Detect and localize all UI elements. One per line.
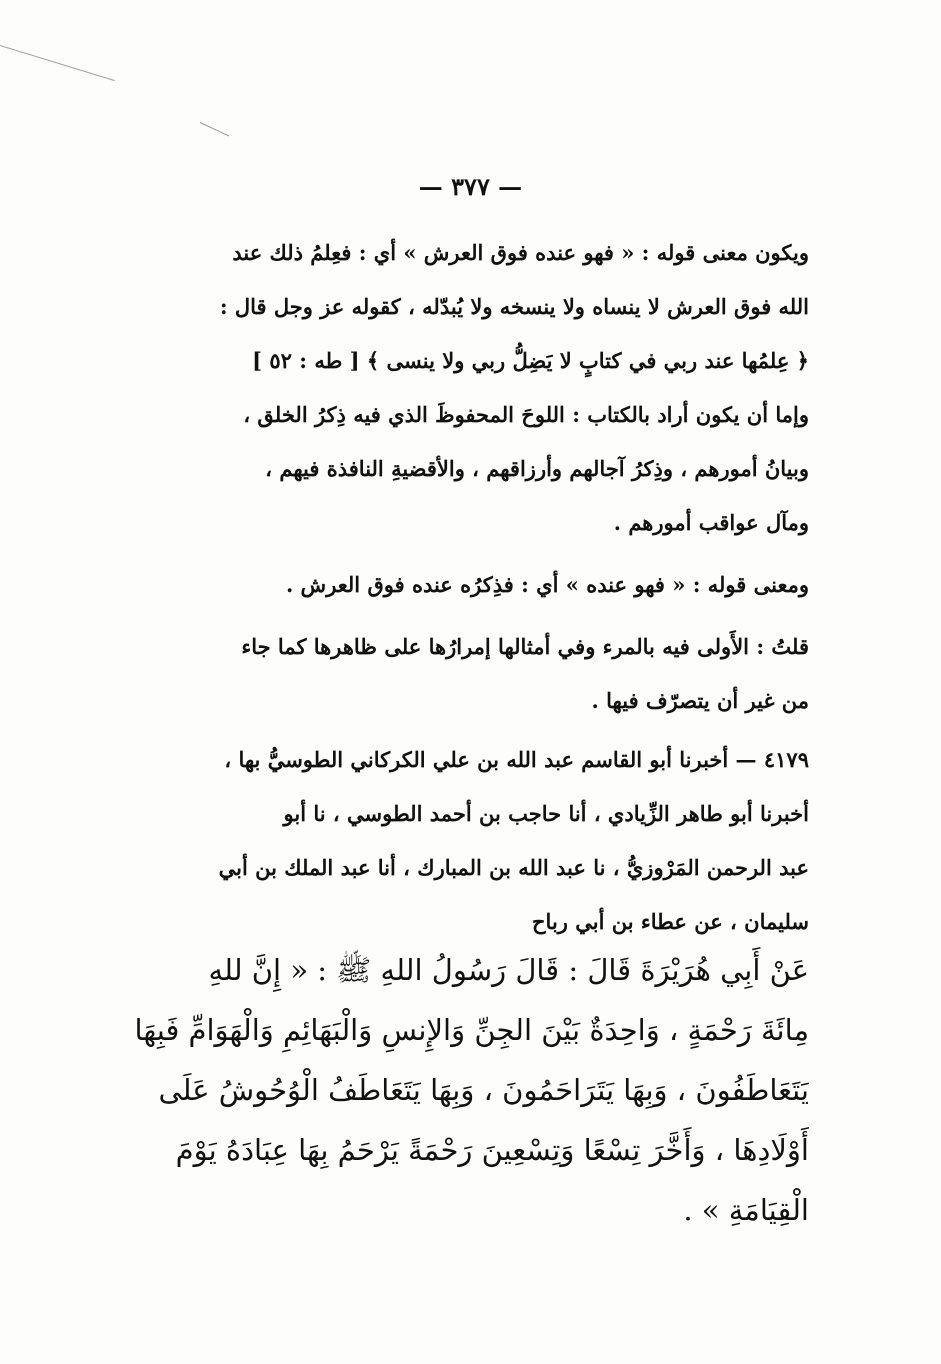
meaning-paragraph [118, 558, 809, 612]
text-line: ﴿ عِلمُها عند ربي في كتابٍ لا يَضِلُّ ربي ولا ينسى ﴾ [ طه : ٥٢ ] [252, 348, 809, 373]
hadith-text [118, 940, 809, 1240]
hadith-line: يَتَعَاطَفُونَ ، وَبِهَا يَتَرَاحَمُونَ ، وَبِهَا يَتَعَاطَفُ الْوُحُوشُ عَلَى [158, 1073, 809, 1107]
text-line: وبيانُ أمورهم ، وذِكرُ آجالهم وأرزاقهم ، والأقضيةِ النافذة فيهم ، [265, 456, 809, 481]
text-line: ٤١٧٩ — أخبرنا أبو القاسم عبد الله بن علي الكركاني الطوسيُّ بها ، [224, 747, 809, 772]
text-line: أخبرنا أبو طاهر الزِّيادي ، أنا حاجب بن أحمد الطوسي ، نا أبو [283, 801, 809, 826]
text-line: ويكون معنى قوله : « فهو عنده فوق العرش » أي : فعِلمُ ذلك عند [232, 240, 809, 265]
hadith-line: مِائَةَ رَحْمَةٍ ، وَاحِدَةٌ بَيْنَ الجِنِّ وَالإِنسِ وَالْبَهَائِمِ وَالْهَوَامِّ فَبِهَا [134, 1013, 809, 1047]
hadith-line: الْقِيَامَةِ » . [683, 1193, 809, 1227]
text-line: عبد الرحمن المَرْوزيُّ ، نا عبد الله بن المبارك ، أنا عبد الملك بن أبي [218, 855, 809, 880]
text-line: ومآل عواقب أمورهم . [613, 510, 809, 535]
isnad-paragraph [118, 733, 809, 949]
commentary-paragraph [118, 226, 809, 550]
text-line: وإما أن يكون أراد بالكتاب : اللوحَ المحفوظَ الذي فيه ذِكرُ الخلق ، [243, 402, 809, 427]
hadith-line: أَوْلَادِهَا ، وَأَخَّرَ تِسْعًا وَتِسْعِينَ رَحْمَةً يَرْحَمُ بِهَا عِبَادَهُ يَوْمَ [175, 1133, 809, 1167]
text-line: قلتُ : الأَولى فيه بالمرء وفي أمثالها إمرارُها على ظاهرها كما جاء [241, 634, 809, 659]
scan-artifact-line [200, 122, 229, 136]
author-remark-paragraph [118, 620, 809, 728]
hadith-line: عَنْ أَبِي هُرَيْرَةَ قَالَ : قَالَ رَسُولُ اللهِ ﷺ : « إِنَّ للهِ [208, 953, 809, 987]
text-line: ومعنى قوله : « فهو عنده » أي : فذِكرُه عنده فوق العرش . [285, 572, 809, 597]
text-line: من غير أن يتصرّف فيها . [591, 688, 809, 713]
scan-artifact-line [0, 45, 115, 81]
page-number: — ٣٧٧ — [418, 172, 523, 201]
text-line: سليمان ، عن عطاء بن أبي رباح [532, 909, 809, 934]
text-line: الله فوق العرش لا ينساه ولا ينسخه ولا يُبدّله ، كقوله عز وجل قال : [219, 294, 809, 319]
